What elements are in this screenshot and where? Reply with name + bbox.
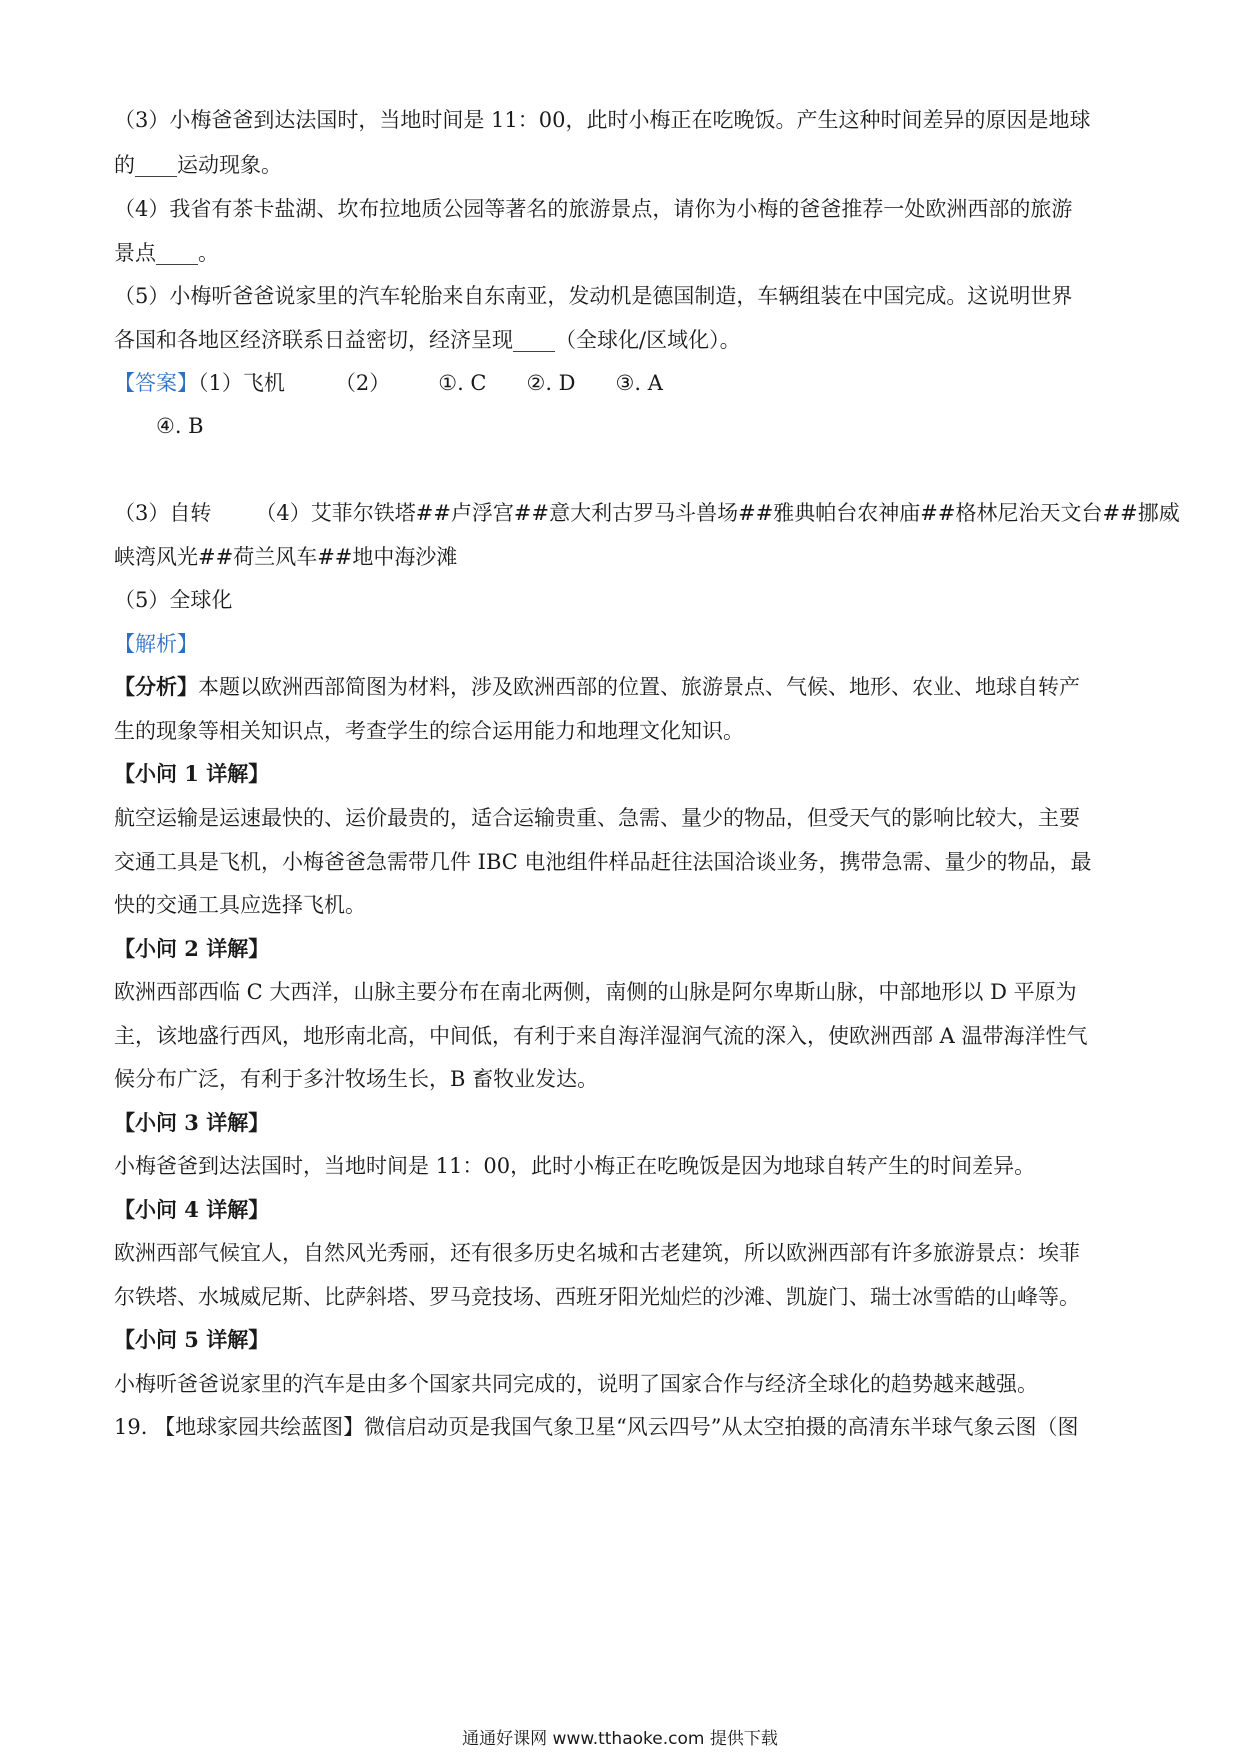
answer-label: 【答案】 (114, 371, 198, 395)
question-4-line-2: 景点____。 (114, 241, 219, 265)
detail-1-line-3: 快的交通工具应选择飞机。 (114, 893, 366, 917)
answer-2-label: （2） (334, 371, 391, 395)
detail-3-title: 【小问 3 详解】 (114, 1110, 270, 1135)
detail-1-title: 【小问 1 详解】 (114, 761, 270, 786)
answer-line-1 (114, 369, 1144, 397)
detail-3-line-1: 小梅爸爸到达法国时，当地时间是 11：00，此时小梅正在吃晚饭是因为地球自转产生的时间差异。 (114, 1154, 1036, 1178)
detail-5-line-1: 小梅听爸爸说家里的汽车是由多个国家共同完成的，说明了国家合作与经济全球化的趋势越来越强。 (114, 1372, 1038, 1396)
detail-2-line-3: 候分布广泛，有利于多汁牧场生长，B 畜牧业发达。 (114, 1067, 599, 1091)
answer-2-item-3: ③. A (615, 371, 663, 395)
analysis-label: 【解析】 (114, 632, 198, 656)
answer-line-3 (114, 499, 1180, 527)
analysis-line-1 (114, 673, 1144, 701)
question-5-line-2: 各国和各地区经济联系日益密切，经济呈现____（全球化/区域化）。 (114, 328, 741, 352)
answer-3: （3）自转 (114, 501, 212, 525)
answer-4-line-1: （4）艾菲尔铁塔##卢浮宫##意大利古罗马斗兽场##雅典帕台农神庙##格林尼治天文台##挪威 (255, 501, 1180, 525)
question-3-line-1: （3）小梅爸爸到达法国时，当地时间是 11：00，此时小梅正在吃晚饭。产生这种时间差异的原因是地球 (114, 108, 1091, 132)
question-4-line-1: （4）我省有茶卡盐湖、坎布拉地质公园等著名的旅游景点，请你为小梅的爸爸推荐一处欧洲西部的旅游 (114, 197, 1073, 221)
fenxi-label: 【分析】 (114, 674, 198, 699)
detail-1-line-1: 航空运输是运速最快的、运价最贵的，适合运输贵重、急需、量少的物品，但受天气的影响比较大，主要 (114, 806, 1080, 830)
answer-2-item-1: ①. C (438, 371, 487, 395)
detail-4-line-2: 尔铁塔、水城威尼斯、比萨斜塔、罗马竞技场、西班牙阳光灿烂的沙滩、凯旋门、瑞士冰雪皓的山峰等。 (114, 1285, 1080, 1309)
detail-4-line-1: 欧洲西部气候宜人，自然风光秀丽，还有很多历史名城和古老建筑，所以欧洲西部有许多旅游景点：埃菲 (114, 1241, 1080, 1265)
question-5-line-1: （5）小梅听爸爸说家里的汽车轮胎来自东南亚，发动机是德国制造，车辆组装在中国完成。这说明世界 (114, 284, 1073, 308)
detail-5-title: 【小问 5 详解】 (114, 1327, 270, 1352)
answer-4-line-2: 峡湾风光##荷兰风车##地中海沙滩 (114, 545, 458, 569)
detail-1-line-2: 交通工具是飞机，小梅爸爸急需带几件 IBC 电池组件样品赶往法国洽谈业务，携带急需、量少的物品，最 (114, 850, 1092, 874)
answer-2-item-2: ②. D (526, 371, 576, 395)
detail-4-title: 【小问 4 详解】 (114, 1197, 270, 1222)
detail-2-line-1: 欧洲西部西临 C 大西洋，山脉主要分布在南北两侧，南侧的山脉是阿尔卑斯山脉，中部地形以 D 平原为 (114, 980, 1077, 1004)
fenxi-text-1: 本题以欧洲西部简图为材料，涉及欧洲西部的位置、旅游景点、气候、地形、农业、地球自转产 (198, 675, 1080, 699)
page-footer: 通通好课网 www.tthaoke.com 提供下载 (462, 1729, 778, 1749)
question-3-line-2: 的____运动现象。 (114, 153, 282, 177)
question-19-line-1: 19. 【地球家园共绘蓝图】微信启动页是我国气象卫星“风云四号”从太空拍摄的高清东半球气象云图（图 (114, 1415, 1079, 1439)
answer-2-item-4: ④. B (156, 414, 204, 438)
detail-2-title: 【小问 2 详解】 (114, 936, 270, 961)
fenxi-text-2: 生的现象等相关知识点，考查学生的综合运用能力和地理文化知识。 (114, 719, 744, 743)
detail-2-line-2: 主，该地盛行西风，地形南北高，中间低，有利于来自海洋湿润气流的深入，使欧洲西部 A 温带海洋性气 (114, 1024, 1088, 1048)
answer-5: （5）全球化 (114, 588, 233, 612)
answer-1: （1）飞机 (198, 371, 285, 395)
